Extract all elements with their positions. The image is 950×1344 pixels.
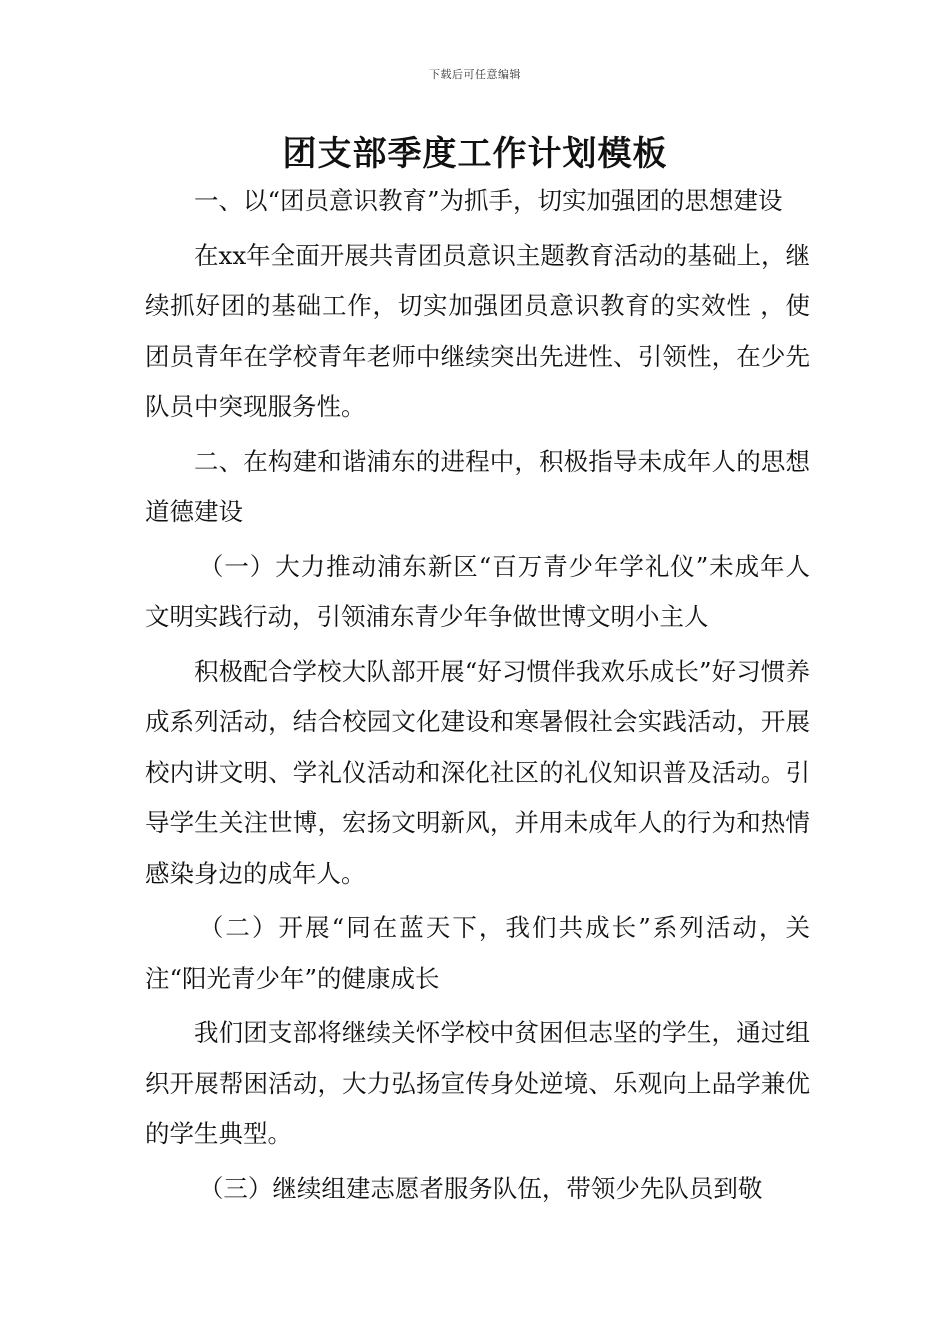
paragraph: 积极配合学校大队部开展“好习惯伴我欢乐成长”好习惯养成系列活动，结合校园文化建设和寒暑假社会实践活动，开展校内讲文明、学礼仪活动和深化社区的礼仪知识普及活动。引导学生关注世博，宏扬文明新风，并用未成年人的行为和热情感染身边的成年人。 <box>145 656 810 888</box>
subsection-heading-2: （二）开展“同在蓝天下，我们共成长”系列活动，关注“阳光青少年”的健康成长 <box>145 913 810 993</box>
paragraph: 我们团支部将继续关怀学校中贫困但志坚的学生，通过组织开展帮困活动，大力弘扬宣传身处逆境、乐观向上品学兼优的学生典型。 <box>145 1018 810 1148</box>
header-note: 下载后可任意编辑 <box>429 68 521 81</box>
subsection-heading-1: （一）大力推动浦东新区“百万青少年学礼仪”未成年人文明实践行动，引领浦东青少年争做世博文明小主人 <box>145 551 810 631</box>
document-body <box>145 176 810 1218</box>
document-title: 团支部季度工作计划模板 <box>282 134 668 174</box>
paragraph: 在xx年全面开展共青团员意识主题教育活动的基础上，继续抓好团的基础工作，切实加强团员意识教育的实效性 ，使团员青年在学校青年老师中继续突出先进性、引领性，在少先队员中突现服务性。 <box>145 240 810 421</box>
subsection-heading-3: （三）继续组建志愿者服务队伍，带领少先队员到敬 <box>198 1173 763 1203</box>
section-heading-2: 二、在构建和谐浦东的进程中，积极指导未成年人的思想道德建设 <box>145 446 810 526</box>
section-heading-1: 一、以“团员意识教育”为抓手，切实加强团的思想建设 <box>194 186 783 215</box>
